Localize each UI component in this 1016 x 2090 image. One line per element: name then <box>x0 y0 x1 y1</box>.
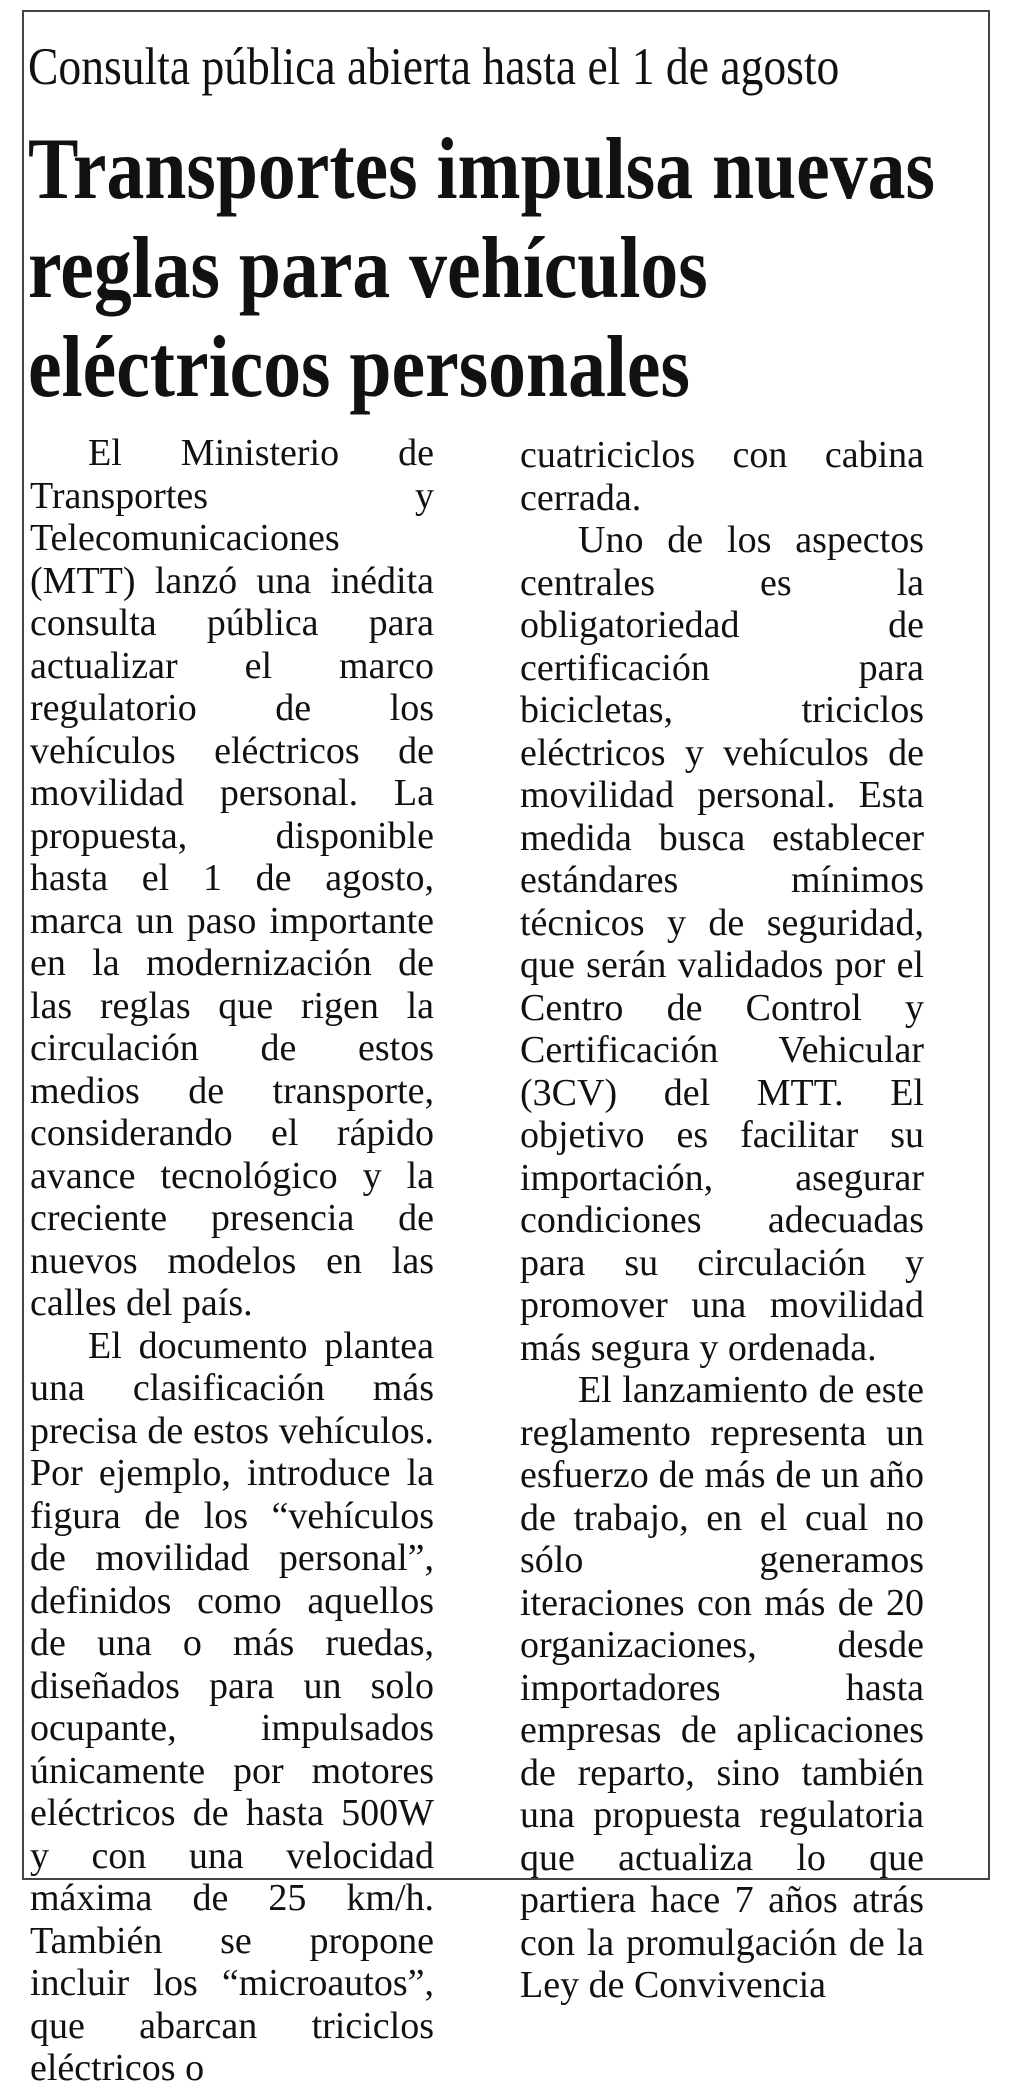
headline-line: reglas para vehículos <box>28 220 708 317</box>
headline-line: Transportes impulsa nuevas <box>28 121 935 218</box>
body-paragraph-continued: cuatriciclos con cabina cerrada. <box>520 434 924 519</box>
headline <box>28 120 935 417</box>
body-paragraph: El Ministerio de Transportes y Telecomunicaciones (MTT) lanzó una inédita consulta pública para actualizar el marco regulatorio de los vehículos eléctricos de movilidad personal. La propuesta, disponible hasta el 1 de agosto, marca un paso importante en la modernización de las reglas que rigen la circulación de estos medios de transporte, considerando el rápido avance tecnológico y la creciente presencia de nuevos modelos en las calles del país. <box>30 432 434 1324</box>
kicker-subtitle: Consulta pública abierta hasta el 1 de agosto <box>28 38 840 96</box>
body-column-left <box>30 432 434 2090</box>
body-paragraph: Uno de los aspectos centrales es la obligatoriedad de certificación para bicicletas, triciclos eléctricos y vehículos de movilidad personal. Esta medida busca establecer estándares mínimos técnicos y de seguridad, que serán validados por el Centro de Control y Certificación Vehicular (3CV) del MTT. El objetivo es facilitar su importación, asegurar condiciones adecuadas para su circulación y promover una movilidad más segura y ordenada. <box>520 519 924 1369</box>
body-paragraph: El lanzamiento de este reglamento representa un esfuerzo de más de un año de trabajo, en el cual no sólo generamos iteraciones con más de 20 organizaciones, desde importadores hasta empresas de aplicaciones de reparto, sino también una propuesta regulatoria que actualiza lo que partiera hace 7 años atrás con la promulgación de la Ley de Convivencia <box>520 1369 924 2006</box>
headline-line: eléctricos personales <box>28 319 690 416</box>
body-paragraph: El documento plantea una clasificación más precisa de estos vehículos. Por ejemplo, introduce la figura de los “vehículos de movilidad personal”, definidos como aquellos de una o más ruedas, diseñados para un solo ocupante, impulsados únicamente por motores eléctricos de hasta 500W y con una velocidad máxima de 25 km/h. También se propone incluir los “microautos”, que abarcan triciclos eléctricos o <box>30 1324 434 2089</box>
body-column-right <box>520 434 924 2007</box>
